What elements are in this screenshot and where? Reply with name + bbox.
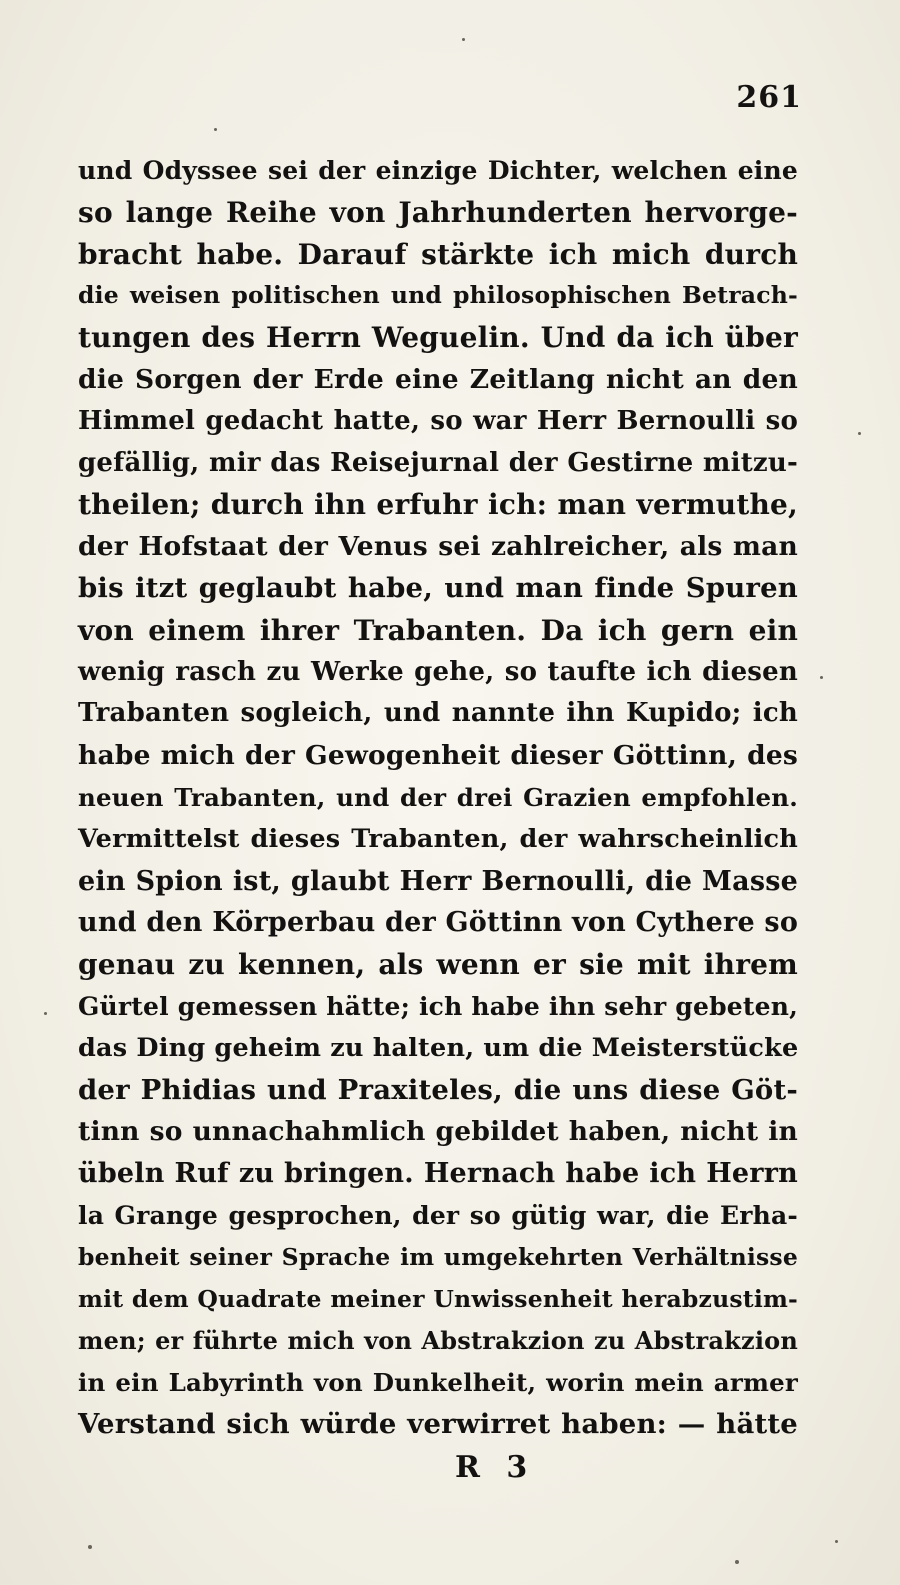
text-line: die Sorgen der Erde eine Zeitlang nicht an den [78,363,798,395]
text-line: Verstand sich würde verwirret haben: — hätte [78,1407,798,1440]
text-line: von einem ihrer Trabanten. Da ich gern ein [78,613,798,647]
text-line: gefällig, mir das Reisejurnal der Gestirne mitzu- [78,447,798,478]
text-line: benheit seiner Sprache im umgekehrten Verhältnisse [78,1242,798,1271]
text-line: Himmel gedacht hatte, so war Herr Bernoulli so [78,405,798,436]
text-line: la Grange gesprochen, der so gütig war, die Erha- [78,1200,798,1230]
text-line: wenig rasch zu Werke gehe, so taufte ich diesen [78,656,798,687]
text-line: Vermittelst dieses Trabanten, der wahrscheinlich [78,823,798,854]
text-line: tungen des Herrn Weguelin. Und da ich über [78,321,798,355]
print-speck [835,1540,838,1543]
body-text [78,150,798,1446]
print-speck [462,38,465,41]
signature-mark: R 3 [455,1450,536,1485]
text-line: tinn so unnachahmlich gebildet haben, nicht in [78,1116,798,1148]
text-line: so lange Reihe von Jahrhunderten hervorge- [78,195,798,229]
text-line: das Ding geheim zu halten, um die Meisterstücke [78,1032,799,1063]
text-line: habe mich der Gewogenheit dieser Göttinn, des [78,740,798,772]
text-line: bis itzt geglaubt habe, und man finde Spuren [78,571,798,604]
text-line: theilen; durch ihn erfuhr ich: man vermuthe, [78,488,798,522]
print-speck [88,1545,92,1549]
print-speck [214,128,217,131]
text-line: neuen Trabanten, und der drei Grazien empfohlen. [78,782,798,812]
text-line: mit dem Quadrate meiner Unwissenheit herabzustim- [78,1284,798,1313]
text-line: bracht habe. Darauf stärkte ich mich durch [78,237,798,271]
text-line: Trabanten sogleich, und nannte ihn Kupido; ich [78,698,798,729]
print-speck [735,1560,739,1564]
print-speck [820,676,823,679]
text-line: Gürtel gemessen hätte; ich habe ihn sehr gebeten, [78,991,798,1021]
text-line: genau zu kennen, als wenn er sie mit ihrem [78,948,798,982]
text-line: der Phidias und Praxiteles, die uns diese Göt- [78,1073,798,1106]
text-line: übeln Ruf zu bringen. Hernach habe ich Herrn [78,1158,798,1190]
text-line: die weisen politischen und philosophischen Betrach- [78,281,798,310]
print-speck [858,432,861,435]
page-number: 261 [736,80,802,115]
text-line: und Odyssee sei der einzige Dichter, welchen eine [78,156,798,185]
print-speck [44,1012,47,1015]
text-line: in ein Labyrinth von Dunkelheit, worin mein armer [78,1368,798,1398]
text-line: men; er führte mich von Abstrakzion zu Abstrakzion [78,1326,798,1356]
text-line: ein Spion ist, glaubt Herr Bernoulli, die Masse [78,865,798,897]
text-line: der Hofstaat der Venus sei zahlreicher, als man [78,531,798,563]
text-line: und den Körperbau der Göttinn von Cythere so [78,907,799,939]
